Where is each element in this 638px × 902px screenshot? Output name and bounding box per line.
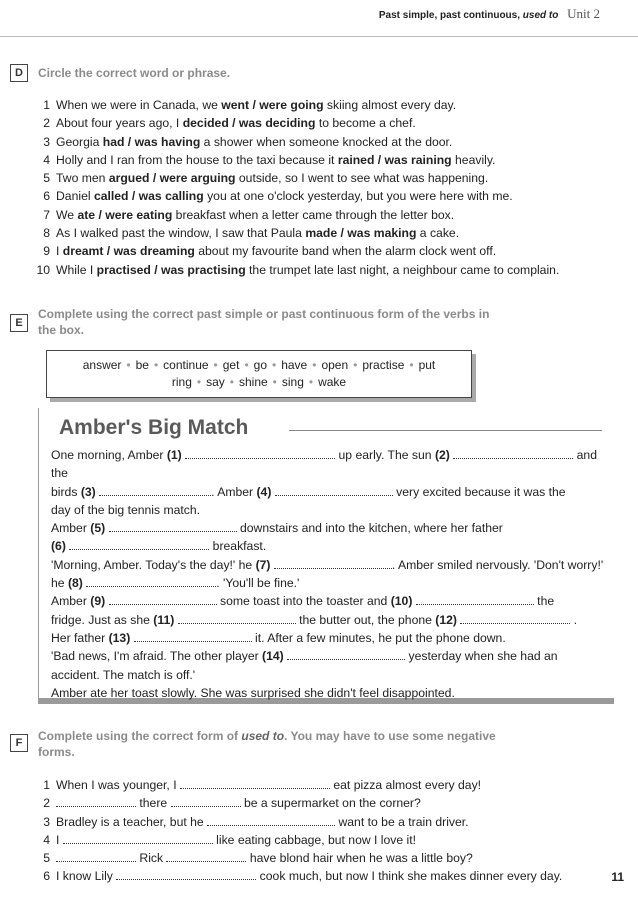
exercise-item: 4 Holly and I ran from the house to the taxi because it rained / was raining heavily. xyxy=(32,151,559,169)
answer-gap[interactable] xyxy=(63,833,213,844)
section-e xyxy=(10,306,610,346)
item-number: 6 xyxy=(43,189,50,204)
bullet-icon: • xyxy=(272,358,277,372)
exercise-item: 10 While I practised / was practising the trumpet late last night, a neighbour came to complain. xyxy=(32,261,559,279)
verb-box-row-1 xyxy=(47,357,471,374)
exercise-item: 6 I know Lily cook much, but now I think she makes dinner every day. xyxy=(32,867,562,885)
section-f-list xyxy=(32,776,562,886)
item-number: 6 xyxy=(43,869,50,884)
story-text: One morning, Amber (1) up early. The sun (2) and the birds (3) . Amber (4) very excited because it was the day of the big tennis match. Amber (5) downstairs and into the kitchen, where her father (6) breakfast. 'Morning, Amber. Today's the day!' he (7) . Amber smiled nervously. 'Don't worry!' he (8) . 'You'll be fine.' Amber (9) some toast into the toaster and (10) the fridge. Just as she (11) the butter out, the phone (12) . Her father (13) it. After a few minutes, he put the phone down. 'Bad news, I'm afraid. The other player (14) yesterday when she had an accident. The match is off.' Amber ate her toast slowly. She was surprised she didn't feel disappointed. xyxy=(51,448,604,700)
header-title: Past simple, past continuous, used to xyxy=(378,10,559,21)
bullet-icon: • xyxy=(126,358,131,372)
item-number: 1 xyxy=(43,98,50,112)
header-rule xyxy=(0,36,638,37)
verb-box xyxy=(46,350,472,398)
section-d-letter: D xyxy=(10,64,28,82)
item-number: 1 xyxy=(43,778,50,792)
page-number: 11 xyxy=(611,870,624,884)
exercise-item: 8 As I walked past the window, I saw that Paula made / was making a cake. xyxy=(32,224,559,242)
item-number: 8 xyxy=(43,226,50,241)
gap-14[interactable] xyxy=(287,649,405,660)
choice-options[interactable]: went / were going xyxy=(221,98,324,112)
answer-gap[interactable] xyxy=(56,851,136,862)
section-f xyxy=(10,728,610,884)
answer-gap[interactable] xyxy=(56,796,136,807)
answer-gap[interactable] xyxy=(180,778,330,789)
bullet-icon: • xyxy=(196,375,202,389)
gap-7[interactable] xyxy=(274,558,392,569)
verb-word: open xyxy=(321,358,349,372)
exercise-item: 2 there be a supermarket on the corner? xyxy=(32,794,562,812)
gap-1[interactable] xyxy=(185,448,335,459)
verb-word: get xyxy=(222,358,240,372)
bullet-icon: • xyxy=(229,375,234,389)
choice-options[interactable]: ate / were eating xyxy=(77,207,173,222)
bullet-icon: • xyxy=(272,375,277,389)
exercise-item: 1 When I was younger, I eat pizza almost every day! xyxy=(32,776,562,794)
section-f-letter: F xyxy=(10,734,28,752)
item-number: 7 xyxy=(43,207,50,222)
exercise-item: 2 About four years ago, I decided / was deciding to become a chef. xyxy=(32,114,559,132)
section-d-instruction: Circle the correct word or phrase. xyxy=(38,66,231,80)
gap-4[interactable] xyxy=(275,485,393,496)
answer-gap[interactable] xyxy=(171,796,241,807)
choice-options[interactable]: rained / was raining xyxy=(337,152,452,167)
bullet-icon: • xyxy=(213,358,218,372)
gap-9[interactable] xyxy=(109,594,217,605)
answer-gap[interactable] xyxy=(207,815,335,826)
item-number: 3 xyxy=(43,814,50,829)
bullet-icon: • xyxy=(308,375,314,389)
verb-word: answer xyxy=(82,358,122,372)
choice-options[interactable]: practised / was practising xyxy=(96,262,246,277)
exercise-item: 1 When we were in Canada, we went / were going skiing almost every day. xyxy=(32,96,559,114)
answer-gap[interactable] xyxy=(116,869,256,880)
verb-word: sing xyxy=(281,375,304,389)
story-title-rule xyxy=(289,430,602,431)
choice-options[interactable]: decided / was deciding xyxy=(182,116,316,131)
story-title: Amber's Big Match xyxy=(59,416,249,439)
gap-12[interactable] xyxy=(460,613,570,624)
gap-11[interactable] xyxy=(178,613,296,624)
item-number: 2 xyxy=(43,796,50,811)
gap-8[interactable] xyxy=(86,576,216,587)
exercise-item: 9 I dreamt / was dreaming about my favourite band when the alarm clock went off. xyxy=(32,242,559,260)
choice-options[interactable]: dreamt / was dreaming xyxy=(62,244,195,259)
gap-6[interactable] xyxy=(69,539,209,550)
verb-word: have xyxy=(281,358,308,372)
choice-options[interactable]: had / was having xyxy=(102,134,201,149)
choice-options[interactable]: called / was calling xyxy=(93,189,204,204)
running-header xyxy=(379,6,600,22)
exercise-item: 4 I like eating cabbage, but now I love it! xyxy=(32,831,562,849)
bullet-icon: • xyxy=(353,358,358,372)
exercise-item: 6 Daniel called / was calling you at one o'clock yesterday, but you were here with me. xyxy=(32,187,559,205)
exercise-item: 7 We ate / were eating breakfast when a letter came through the letter box. xyxy=(32,206,559,224)
item-number: 5 xyxy=(43,851,50,866)
item-number: 9 xyxy=(43,244,50,259)
item-number: 5 xyxy=(43,171,50,186)
gap-10[interactable] xyxy=(416,594,534,605)
section-d xyxy=(10,64,610,284)
verb-word: put xyxy=(418,358,436,372)
item-number: 3 xyxy=(43,134,50,149)
item-number: 10 xyxy=(36,262,50,277)
verb-word: shine xyxy=(238,375,268,389)
item-number: 4 xyxy=(43,152,50,167)
section-d-list xyxy=(32,96,559,279)
verb-word: ring xyxy=(171,375,192,389)
exercise-item: 3 Georgia had / was having a shower when someone knocked at the door. xyxy=(32,133,559,151)
verb-word: say xyxy=(206,375,225,389)
gap-2[interactable] xyxy=(453,448,573,459)
gap-3[interactable] xyxy=(99,485,211,496)
gap-13[interactable] xyxy=(134,631,252,642)
choice-options[interactable]: argued / were arguing xyxy=(108,171,236,186)
bullet-icon: • xyxy=(244,358,249,372)
answer-gap[interactable] xyxy=(166,851,246,862)
section-e-letter: E xyxy=(10,314,28,332)
gap-5[interactable] xyxy=(109,521,237,532)
exercise-item: 5 Two men argued / were arguing outside, so I went to see what was happening. xyxy=(32,169,559,187)
header-unit: Unit 2 xyxy=(567,6,600,21)
choice-options[interactable]: made / was making xyxy=(305,226,417,241)
section-e-instruction: Complete using the correct past simple or past continuous form of the verbs in the box. xyxy=(38,307,490,337)
verb-word: be xyxy=(135,358,149,372)
verb-word: continue xyxy=(163,358,209,372)
bullet-icon: • xyxy=(409,358,414,372)
story-box xyxy=(38,408,614,704)
bullet-icon: • xyxy=(312,358,317,372)
exercise-item: 3 Bradley is a teacher, but he want to be a train driver. xyxy=(32,813,562,831)
section-f-instruction: Complete using the correct form of used to. You may have to use some negative forms. xyxy=(38,729,496,759)
item-number: 4 xyxy=(43,832,50,847)
verb-word: practise xyxy=(362,358,405,372)
exercise-item: 5 Rick have blond hair when he was a little boy? xyxy=(32,849,562,867)
verb-box-row-2 xyxy=(47,374,471,391)
bullet-icon: • xyxy=(153,358,159,372)
verb-word: go xyxy=(253,358,267,372)
item-number: 2 xyxy=(43,116,50,131)
verb-word: wake xyxy=(318,375,347,389)
